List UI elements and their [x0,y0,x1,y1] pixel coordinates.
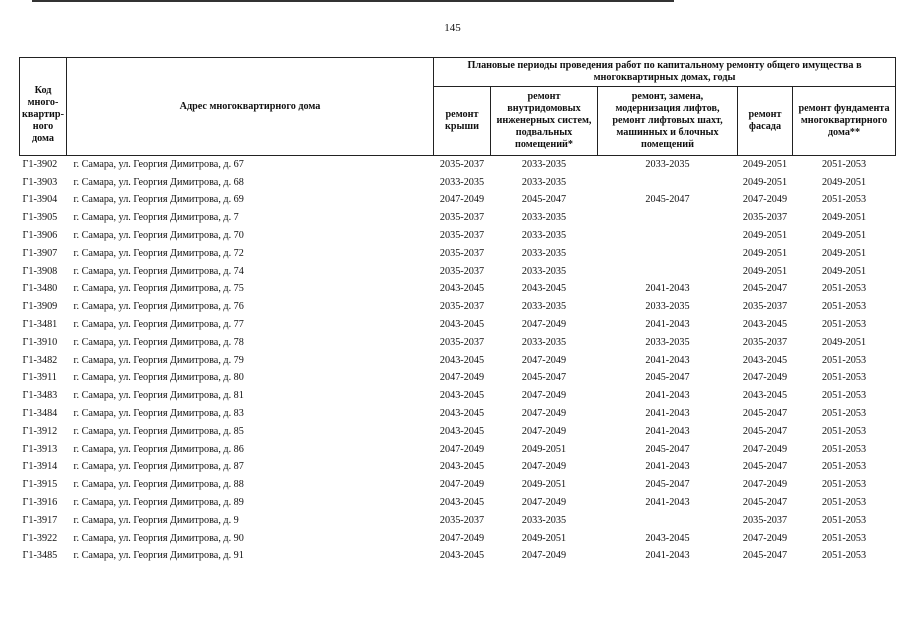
cell-lifts [598,512,738,530]
cell-foundation: 2051-2053 [821,461,867,473]
table-row [20,209,896,227]
cell-systems: 2047-2049 [521,425,567,437]
cell-foundation: 2051-2053 [821,479,867,491]
cell-code: Г1-3915 [22,479,58,491]
table-row [20,174,896,192]
cell-code: Г1-3909 [22,301,58,313]
cell-systems: 2033-2035 [521,247,567,259]
cell-lifts: 2041-2043 [645,461,690,473]
cell-roof: 2047-2049 [439,443,485,455]
cell-systems: 2045-2047 [521,194,567,206]
cell-facade: 2035-2037 [742,514,788,526]
cell-address: г. Самара, ул. Георгия Димитрова, д. 74 [73,265,244,277]
cell-address: г. Самара, ул. Георгия Димитрова, д. 89 [73,497,244,509]
table-row [20,316,896,334]
cell-systems: 2047-2049 [521,390,567,402]
cell-facade: 2045-2047 [742,425,788,437]
cell-roof: 2035-2037 [439,514,485,526]
cell-systems: 2047-2049 [521,408,567,420]
cell-code: Г1-3910 [22,336,58,348]
cell-systems: 2049-2051 [521,443,567,455]
cell-systems: 2033-2035 [521,176,567,188]
cell-roof: 2043-2045 [439,461,485,473]
cell-roof: 2035-2037 [439,265,485,277]
cell-code: Г1-3481 [22,319,58,331]
cell-facade: 2043-2045 [742,319,788,331]
cell-address: г. Самара, ул. Георгия Димитрова, д. 67 [73,158,244,170]
cell-facade: 2049-2051 [742,158,788,170]
cell-address: г. Самара, ул. Георгия Димитрова, д. 7 [73,212,239,224]
cell-address: г. Самара, ул. Георгия Димитрова, д. 76 [73,301,244,313]
header-lifts: ремонт, замена, модернизация лифтов, ремонт лифтовых шахт, машинных и блочных помещений [598,87,738,156]
cell-foundation: 2051-2053 [821,354,867,366]
cell-address: г. Самара, ул. Георгия Димитрова, д. 69 [73,194,244,206]
cell-address: г. Самара, ул. Георгия Димитрова, д. 87 [73,461,244,473]
cell-address: г. Самара, ул. Георгия Димитрова, д. 90 [73,532,244,544]
cell-foundation: 2051-2053 [821,425,867,437]
cell-foundation: 2051-2053 [821,194,867,206]
cell-foundation: 2051-2053 [821,497,867,509]
cell-facade: 2047-2049 [742,479,788,491]
header-foundation: ремонт фундамента многоквартирного дома** [793,87,896,156]
cell-facade: 2049-2051 [742,230,788,242]
cell-facade: 2047-2049 [742,443,788,455]
table-row [20,298,896,316]
cell-facade: 2045-2047 [742,283,788,295]
cell-roof: 2047-2049 [439,532,485,544]
cell-roof: 2047-2049 [439,479,485,491]
repair-schedule-table [19,57,896,565]
cell-facade: 2043-2045 [742,354,788,366]
cell-systems: 2047-2049 [521,497,567,509]
header-address: Адрес многоквартирного дома [67,58,434,156]
cell-address: г. Самара, ул. Георгия Димитрова, д. 70 [73,230,244,242]
cell-facade: 2045-2047 [742,497,788,509]
table-row [20,245,896,263]
cell-systems: 2033-2035 [521,514,567,526]
table-row [20,192,896,210]
cell-roof: 2043-2045 [439,283,485,295]
table-row [20,494,896,512]
cell-lifts [598,174,738,192]
cell-address: г. Самара, ул. Георгия Димитрова, д. 68 [73,176,244,188]
cell-lifts [598,227,738,245]
cell-foundation: 2051-2053 [821,408,867,420]
table-row [20,387,896,405]
cell-roof: 2033-2035 [439,176,485,188]
cell-address: г. Самара, ул. Георгия Димитрова, д. 72 [73,247,244,259]
cell-address: г. Самара, ул. Георгия Димитрова, д. 81 [73,390,244,402]
cell-lifts: 2041-2043 [645,425,690,437]
cell-foundation: 2051-2053 [821,532,867,544]
cell-facade: 2045-2047 [742,408,788,420]
cell-systems: 2049-2051 [521,532,567,544]
cell-address: г. Самара, ул. Георгия Димитрова, д. 83 [73,408,244,420]
cell-facade: 2047-2049 [742,532,788,544]
header-facade: ремонт фасада [738,87,793,156]
cell-foundation: 2049-2051 [821,212,867,224]
cell-foundation: 2051-2053 [821,319,867,331]
cell-foundation: 2051-2053 [821,390,867,402]
cell-facade: 2035-2037 [742,212,788,224]
cell-foundation: 2049-2051 [821,336,867,348]
cell-code: Г1-3480 [22,283,58,295]
cell-lifts: 2041-2043 [645,319,690,331]
table-row [20,512,896,530]
cell-lifts: 2045-2047 [645,372,690,384]
cell-lifts: 2041-2043 [645,497,690,509]
cell-facade: 2047-2049 [742,194,788,206]
cell-address: г. Самара, ул. Георгия Димитрова, д. 77 [73,319,244,331]
cell-facade: 2045-2047 [742,461,788,473]
cell-foundation: 2051-2053 [821,283,867,295]
cell-roof: 2035-2037 [439,230,485,242]
cell-code: Г1-3482 [22,354,58,366]
cell-facade: 2049-2051 [742,176,788,188]
cell-facade: 2035-2037 [742,336,788,348]
cell-lifts: 2045-2047 [645,443,690,455]
cell-lifts: 2041-2043 [645,550,690,562]
cell-code: Г1-3484 [22,408,58,420]
page-number: 145 [444,22,461,34]
header-periods: Плановые периоды проведения работ по капитальному ремонту общего имущества в многоквартирных домах, годы [434,58,896,87]
cell-address: г. Самара, ул. Георгия Димитрова, д. 78 [73,336,244,348]
cell-code: Г1-3904 [22,194,58,206]
cell-foundation: 2051-2053 [821,301,867,313]
table-row [20,423,896,441]
cell-address: г. Самара, ул. Георгия Димитрова, д. 88 [73,479,244,491]
cell-lifts: 2045-2047 [645,194,690,206]
cell-foundation: 2051-2053 [821,158,867,170]
cell-foundation: 2049-2051 [821,176,867,188]
cell-code: Г1-3902 [22,158,58,170]
cell-roof: 2035-2037 [439,301,485,313]
cell-lifts [598,263,738,281]
table-row [20,370,896,388]
table-row [20,530,896,548]
cell-systems: 2033-2035 [521,301,567,313]
header-systems: ремонт внутридомовых инженерных систем, подвальных помещений* [491,87,598,156]
table-row [20,263,896,281]
table-row [20,405,896,423]
cell-lifts [598,209,738,227]
cell-address: г. Самара, ул. Георгия Димитрова, д. 86 [73,443,244,455]
cell-lifts: 2041-2043 [645,408,690,420]
cell-code: Г1-3908 [22,265,58,277]
cell-lifts: 2041-2043 [645,354,690,366]
cell-foundation: 2049-2051 [821,265,867,277]
cell-systems: 2047-2049 [521,461,567,473]
cell-systems: 2033-2035 [521,230,567,242]
cell-roof: 2043-2045 [439,497,485,509]
table-row [20,441,896,459]
cell-roof: 2035-2037 [439,247,485,259]
cell-roof: 2043-2045 [439,319,485,331]
cell-facade: 2049-2051 [742,265,788,277]
cell-code: Г1-3912 [22,425,58,437]
cell-foundation: 2051-2053 [821,443,867,455]
cell-lifts: 2033-2035 [645,158,690,170]
cell-code: Г1-3916 [22,497,58,509]
cell-roof: 2043-2045 [439,390,485,402]
cell-address: г. Самара, ул. Георгия Димитрова, д. 9 [73,514,239,526]
cell-address: г. Самара, ул. Георгия Димитрова, д. 80 [73,372,244,384]
header-roof: ремонт крыши [434,87,491,156]
cell-facade: 2043-2045 [742,390,788,402]
cell-code: Г1-3914 [22,461,58,473]
cell-roof: 2035-2037 [439,336,485,348]
header-code: Код много-квартир-ного дома [20,58,67,156]
cell-foundation: 2049-2051 [821,230,867,242]
cell-address: г. Самара, ул. Георгия Димитрова, д. 85 [73,425,244,437]
cell-facade: 2047-2049 [742,372,788,384]
cell-facade: 2049-2051 [742,247,788,259]
cell-lifts: 2043-2045 [645,532,690,544]
cell-facade: 2035-2037 [742,301,788,313]
cell-code: Г1-3913 [22,443,58,455]
cell-code: Г1-3911 [22,372,57,384]
cell-lifts: 2041-2043 [645,390,690,402]
cell-foundation: 2051-2053 [821,514,867,526]
table-row [20,227,896,245]
cell-foundation: 2051-2053 [821,372,867,384]
table-row [20,281,896,299]
cell-lifts: 2045-2047 [645,479,690,491]
cell-facade: 2045-2047 [742,550,788,562]
cell-lifts [598,245,738,263]
cell-address: г. Самара, ул. Георгия Димитрова, д. 75 [73,283,244,295]
cell-roof: 2047-2049 [439,372,485,384]
cell-systems: 2049-2051 [521,479,567,491]
cell-code: Г1-3903 [22,176,58,188]
cell-systems: 2047-2049 [521,550,567,562]
cell-code: Г1-3907 [22,247,58,259]
table-row [20,476,896,494]
cell-roof: 2043-2045 [439,354,485,366]
cell-systems: 2043-2045 [521,283,567,295]
cell-code: Г1-3485 [22,550,58,562]
table-body [20,156,896,566]
cell-code: Г1-3917 [22,514,58,526]
cell-systems: 2047-2049 [521,354,567,366]
cell-address: г. Самара, ул. Георгия Димитрова, д. 91 [73,550,244,562]
table-row [20,459,896,477]
cell-code: Г1-3905 [22,212,58,224]
cell-systems: 2033-2035 [521,336,567,348]
cell-systems: 2033-2035 [521,265,567,277]
cell-roof: 2047-2049 [439,194,485,206]
cell-roof: 2035-2037 [439,212,485,224]
table-row [20,352,896,370]
cell-roof: 2043-2045 [439,425,485,437]
cell-systems: 2033-2035 [521,212,567,224]
cell-systems: 2033-2035 [521,158,567,170]
top-rule [32,0,674,2]
table-row [20,334,896,352]
cell-lifts: 2033-2035 [645,336,690,348]
table-row [20,548,896,566]
table-row [20,156,896,174]
cell-lifts: 2033-2035 [645,301,690,313]
cell-foundation: 2051-2053 [821,550,867,562]
cell-code: Г1-3483 [22,390,58,402]
cell-systems: 2047-2049 [521,319,567,331]
cell-systems: 2045-2047 [521,372,567,384]
cell-roof: 2043-2045 [439,408,485,420]
cell-code: Г1-3906 [22,230,58,242]
cell-address: г. Самара, ул. Георгия Димитрова, д. 79 [73,354,244,366]
cell-roof: 2043-2045 [439,550,485,562]
cell-roof: 2035-2037 [439,158,485,170]
cell-code: Г1-3922 [22,532,58,544]
cell-lifts: 2041-2043 [645,283,690,295]
cell-foundation: 2049-2051 [821,247,867,259]
